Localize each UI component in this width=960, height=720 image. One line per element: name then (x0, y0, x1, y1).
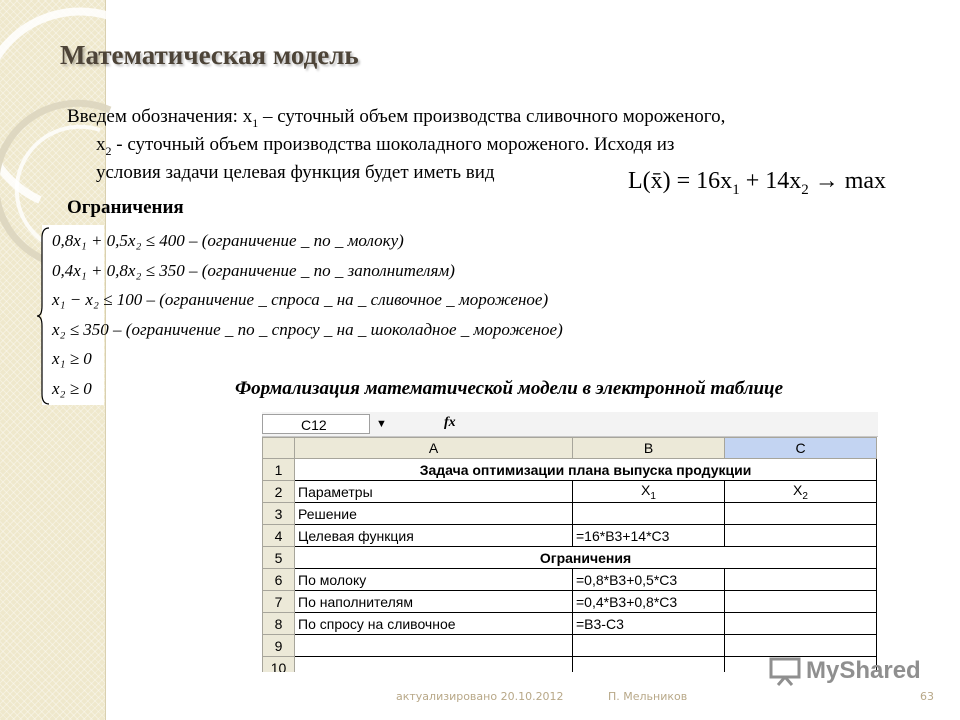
formula-bar (262, 412, 878, 437)
fx-icon[interactable]: fx (444, 415, 456, 430)
column-header-a[interactable]: A (295, 438, 573, 459)
row-header[interactable]: 5 (263, 547, 295, 569)
intro-line-2: $x_2$ - суточный объем производства шоколадного мороженого. Исходя из (96, 134, 675, 158)
presentation-board-icon (768, 656, 802, 686)
name-box-dropdown-icon[interactable]: ▼ (376, 418, 387, 430)
column-header-c[interactable]: C (725, 438, 877, 459)
table-row (263, 459, 877, 481)
cell-c2[interactable]: $X_2$ (725, 481, 877, 503)
constraint-cream-demand: x₁ − x₂ ≤ 100 – (ограничение _ спроса _ на _ сливочное _ мороженое) (52, 290, 549, 309)
table-row (263, 547, 877, 569)
watermark (768, 656, 921, 686)
footer-author: П. Мельников (608, 690, 688, 703)
cell-c6[interactable] (725, 569, 877, 591)
cell-c8[interactable] (725, 613, 877, 635)
constraint-milk: 0,8x₁ + 0,5x₂ ≤ 400 – (ограничение _ по _ молоку) (52, 231, 404, 250)
table-row (263, 591, 877, 613)
constraint-fillers: 0,4x₁ + 0,8x₂ ≤ 350 – (ограничение _ по _ заполнителям) (52, 260, 455, 280)
cell-a6[interactable]: По молоку (295, 569, 573, 591)
cell-b7[interactable]: =0,4*B3+0,8*C3 (573, 591, 725, 613)
table-row (263, 525, 877, 547)
cell-b9[interactable] (573, 635, 725, 657)
constraint-x1-nonneg: x₁ ≥ 0 (52, 349, 92, 368)
cell-c9[interactable] (725, 635, 877, 657)
row-header[interactable]: 4 (263, 525, 295, 547)
cell-b3[interactable] (573, 503, 725, 525)
cell-c4[interactable] (725, 525, 877, 547)
row-header[interactable]: 3 (263, 503, 295, 525)
cell-a2[interactable]: Параметры (295, 481, 573, 503)
sheet-grid (262, 437, 877, 672)
constraint-x2-nonneg: x₂ ≥ 0 (52, 378, 92, 398)
row-header[interactable]: 2 (263, 481, 295, 503)
row-header[interactable]: 10 (263, 657, 295, 673)
constraints-system (52, 226, 563, 403)
table-row (263, 635, 877, 657)
cell-b10[interactable] (573, 657, 725, 673)
cell-c3[interactable] (725, 503, 877, 525)
column-header-b[interactable]: B (573, 438, 725, 459)
intro-line-3: условия задачи целевая функция будет иметь вид (96, 162, 495, 183)
page-number: 63 (920, 690, 934, 703)
cell-a7[interactable]: По наполнителям (295, 591, 573, 613)
row-header[interactable]: 7 (263, 591, 295, 613)
cell-a3[interactable]: Решение (295, 503, 573, 525)
constraints-heading: Ограничения (67, 197, 184, 218)
row-header[interactable]: 8 (263, 613, 295, 635)
row-header[interactable]: 9 (263, 635, 295, 657)
table-row (263, 569, 877, 591)
cell-a1[interactable]: Задача оптимизации плана выпуска продукции (295, 459, 877, 481)
spreadsheet (262, 412, 878, 672)
cell-a4[interactable]: Целевая функция (295, 525, 573, 547)
table-row (263, 503, 877, 525)
cell-a5[interactable]: Ограничения (295, 547, 877, 569)
cell-a9[interactable] (295, 635, 573, 657)
intro-line-1: Введем обозначения: $x_1$ – суточный объем производства сливочного мороженого, (67, 106, 726, 130)
cell-b6[interactable]: =0,8*B3+0,5*C3 (573, 569, 725, 591)
spreadsheet-caption: Формализация математической модели в электронной таблице (235, 378, 784, 399)
name-box[interactable]: C12 (262, 414, 370, 434)
cell-a10[interactable] (295, 657, 573, 673)
cell-c7[interactable] (725, 591, 877, 613)
cell-b2[interactable]: $X_1$ (573, 481, 725, 503)
table-row (263, 613, 877, 635)
watermark-text: MyShared (806, 657, 921, 684)
system-brace-icon (36, 226, 52, 406)
row-header[interactable]: 6 (263, 569, 295, 591)
cell-b8[interactable]: =B3-C3 (573, 613, 725, 635)
table-row (263, 481, 877, 503)
cell-b4[interactable]: =16*B3+14*C3 (573, 525, 725, 547)
constraint-choco-demand: x₂ ≤ 350 – (ограничение _ по _ спросу _ на _ шоколадное _ мороженое) (52, 319, 563, 339)
row-header[interactable]: 1 (263, 459, 295, 481)
cell-a8[interactable]: По спросу на сливочное (295, 613, 573, 635)
footer-updated: актуализировано 20.10.2012 (396, 690, 564, 703)
slide-title: Математическая модель (60, 40, 359, 70)
objective-function: L(x̄) = $16x_1 + 14x_2 \to \max$ (628, 168, 887, 198)
column-header-row (263, 438, 877, 459)
select-all-corner[interactable] (263, 438, 295, 459)
